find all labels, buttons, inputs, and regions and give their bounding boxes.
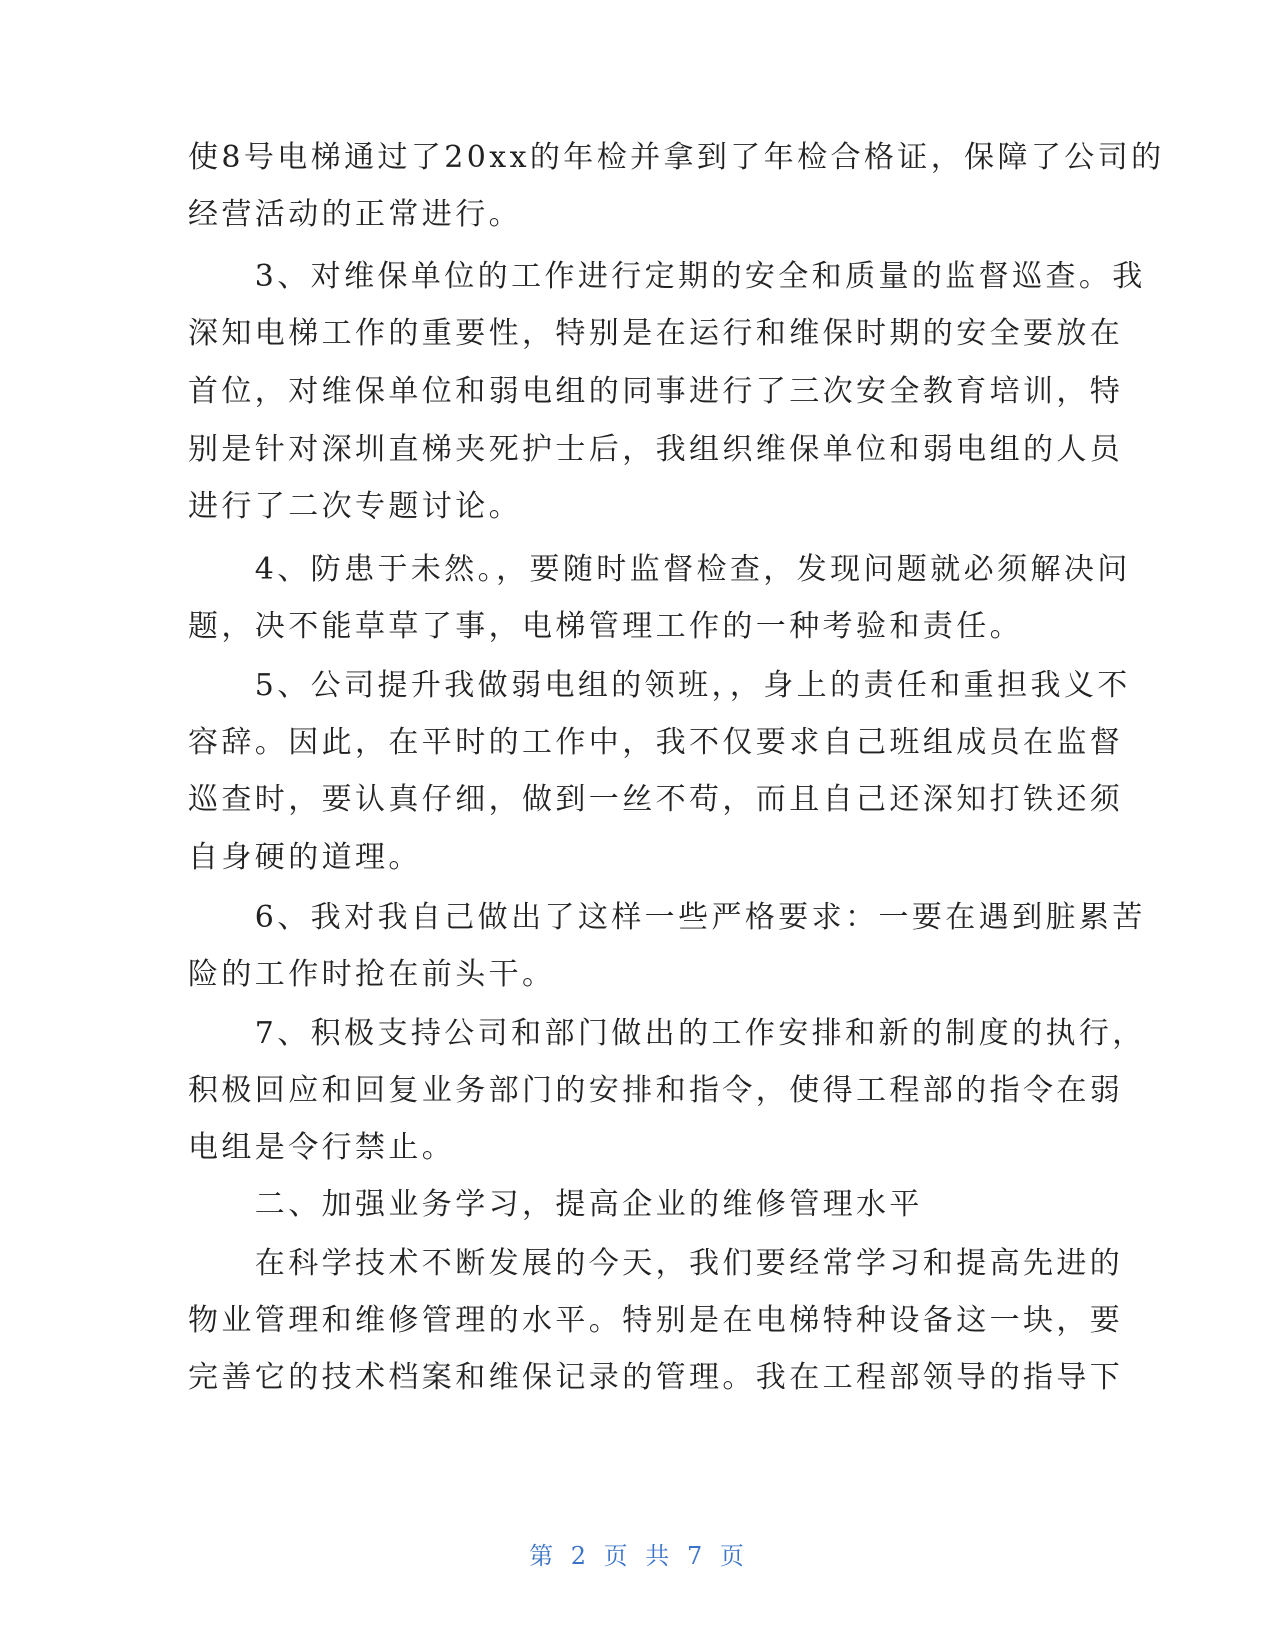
- text-line: 3、对维保单位的工作进行定期的安全和质量的监督巡查。我: [188, 259, 1146, 294]
- text-line: 4、防患于未然。，要随时监督检查，发现问题就必须解决问: [188, 552, 1131, 587]
- text-line: 在科学技术不断发展的今天，我们要经常学习和提高先进的: [188, 1246, 1124, 1281]
- text-line: 别是针对深圳直梯夹死护士后，我组织维保单位和弱电组的人员: [188, 432, 1124, 467]
- text-line: 险的工作时抢在前头干。: [188, 957, 556, 992]
- section-heading: 二、加强业务学习，提高企业的维修管理水平: [188, 1187, 923, 1222]
- text-line: 电组是令行禁止。: [188, 1130, 456, 1165]
- text-line: 物业管理和维修管理的水平。特别是在电梯特种设备这一块，要: [188, 1303, 1124, 1338]
- page-number-footer: 第 2 页 共 7 页: [529, 1542, 746, 1570]
- text-line: 6、我对我自己做出了这样一些严格要求：一要在遇到脏累苦: [188, 900, 1146, 935]
- text-line: 深知电梯工作的重要性，特别是在运行和维保时期的安全要放在: [188, 316, 1124, 351]
- text-line: 进行了二次专题讨论。: [188, 489, 522, 524]
- text-line: 容辞。因此，在平时的工作中，我不仅要求自己班组成员在监督: [188, 725, 1124, 760]
- text-line: 自身硬的道理。: [188, 840, 422, 875]
- text-line: 5、公司提升我做弱电组的领班，，身上的责任和重担我义不: [188, 668, 1131, 703]
- text-line: 积极回应和回复业务部门的安排和指令，使得工程部的指令在弱: [188, 1073, 1124, 1108]
- text-line: 首位，对维保单位和弱电组的同事进行了三次安全教育培训，特: [188, 374, 1124, 409]
- text-line: 经营活动的正常进行。: [188, 197, 522, 232]
- text-line: 题，决不能草草了事，电梯管理工作的一种考验和责任。: [188, 609, 1023, 644]
- text-line: 7、积极支持公司和部门做出的工作安排和新的制度的执行，: [188, 1016, 1146, 1051]
- text-line: 巡查时，要认真仔细，做到一丝不苟，而且自己还深知打铁还须: [188, 782, 1124, 817]
- text-line: 完善它的技术档案和维保记录的管理。我在工程部领导的指导下: [188, 1360, 1124, 1395]
- text-line: 使8号电梯通过了20xx的年检并拿到了年检合格证，保障了公司的: [188, 140, 1165, 175]
